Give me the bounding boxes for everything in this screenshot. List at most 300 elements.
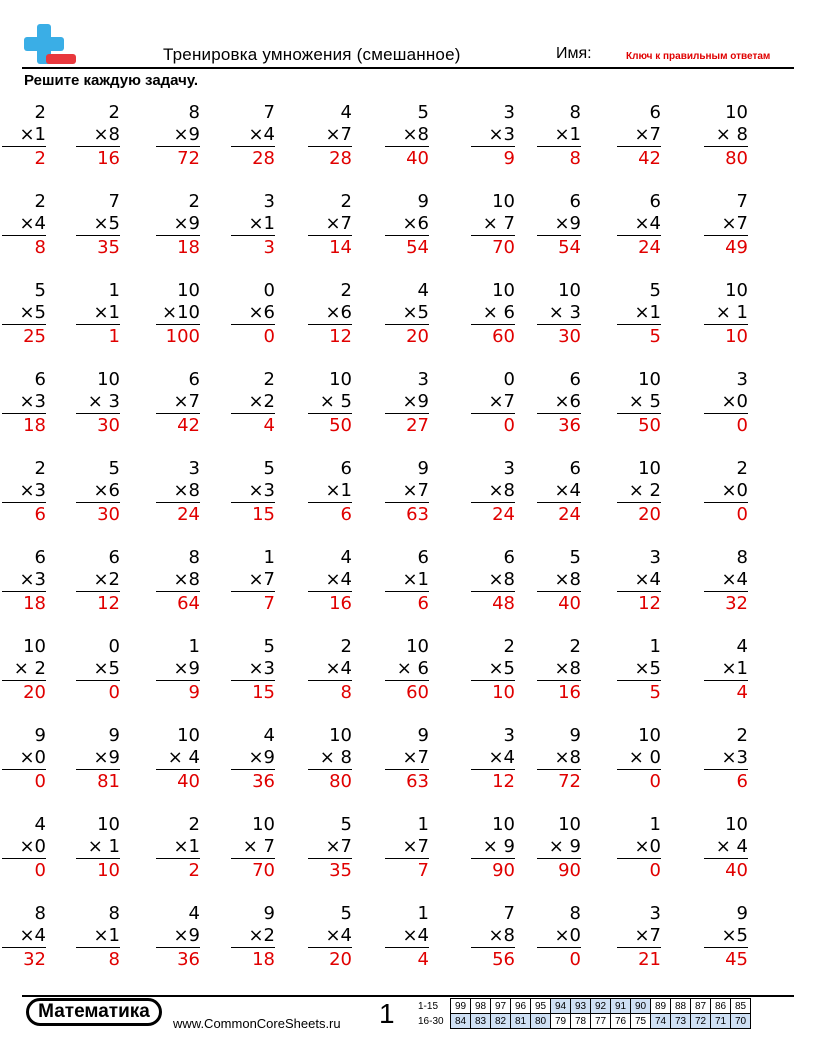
- problem-multiplier: × 4: [704, 836, 748, 859]
- problem-answer: 48: [492, 593, 515, 614]
- problem-multiplier: ×7: [704, 213, 748, 236]
- problem-answer: 27: [406, 415, 429, 436]
- problem: [76, 369, 120, 437]
- problem-multiplier: ×7: [308, 124, 352, 147]
- problem-multiplier: ×8: [471, 569, 515, 592]
- problem-multiplier: × 3: [76, 391, 120, 414]
- problem-answer: 30: [97, 415, 120, 436]
- problem-answer: 28: [252, 148, 275, 169]
- problem-multiplicand: 1: [649, 814, 661, 835]
- problem: [537, 725, 581, 793]
- problem-multiplicand: 10: [725, 102, 748, 123]
- problem-multiplicand: 2: [340, 191, 352, 212]
- problem-multiplier: ×8: [537, 569, 581, 592]
- problem-multiplier: ×5: [385, 302, 429, 325]
- problem-answer: 72: [558, 771, 581, 792]
- problem-multiplicand: 3: [503, 102, 515, 123]
- problem-multiplicand: 3: [503, 458, 515, 479]
- problem-answer: 14: [329, 237, 352, 258]
- problem: [537, 814, 581, 882]
- problem-multiplicand: 10: [329, 369, 352, 390]
- problem-multiplier: ×3: [2, 391, 46, 414]
- problem-multiplicand: 10: [558, 280, 581, 301]
- problem-multiplier: ×4: [537, 480, 581, 503]
- score-cell: 97: [491, 999, 511, 1014]
- problem-multiplier: ×5: [471, 658, 515, 681]
- problem-multiplicand: 4: [34, 814, 46, 835]
- problem-answer: 7: [263, 593, 275, 614]
- problem-multiplier: × 2: [617, 480, 661, 503]
- score-cell: 90: [631, 999, 651, 1014]
- problem-multiplier: ×1: [76, 302, 120, 325]
- problem-multiplier: ×1: [231, 213, 275, 236]
- problem-multiplicand: 2: [263, 369, 275, 390]
- problem: [385, 191, 429, 259]
- problem-multiplicand: 4: [417, 280, 429, 301]
- problem-multiplicand: 10: [23, 636, 46, 657]
- problem-multiplier: ×0: [2, 836, 46, 859]
- problem-multiplicand: 5: [263, 636, 275, 657]
- problem-multiplier: ×1: [308, 480, 352, 503]
- problem-multiplicand: 8: [569, 903, 581, 924]
- problem-multiplier: ×1: [76, 925, 120, 948]
- problem: [385, 636, 429, 704]
- score-row: [418, 1014, 751, 1029]
- problem: [471, 280, 515, 348]
- problem: [537, 191, 581, 259]
- problem-answer: 0: [503, 415, 515, 436]
- problem-multiplier: × 8: [308, 747, 352, 770]
- problem-answer: 7: [417, 860, 429, 881]
- problem-answer: 28: [329, 148, 352, 169]
- problem: [2, 814, 46, 882]
- problem: [704, 102, 748, 170]
- problem: [156, 369, 200, 437]
- problem-multiplier: ×8: [537, 747, 581, 770]
- problem-multiplier: ×4: [2, 925, 46, 948]
- problem-multiplicand: 3: [417, 369, 429, 390]
- problem-multiplier: × 8: [704, 124, 748, 147]
- problem-multiplicand: 4: [340, 102, 352, 123]
- problem-multiplier: ×4: [308, 925, 352, 948]
- problem-multiplicand: 4: [340, 547, 352, 568]
- score-cell: 95: [531, 999, 551, 1014]
- problem-multiplicand: 6: [503, 547, 515, 568]
- problem-answer: 10: [97, 860, 120, 881]
- problem: [385, 280, 429, 348]
- problem-multiplicand: 3: [649, 903, 661, 924]
- problem-multiplier: × 5: [617, 391, 661, 414]
- problem: [704, 903, 748, 971]
- problem-multiplicand: 8: [736, 547, 748, 568]
- problem-multiplicand: 2: [34, 191, 46, 212]
- problem-answer: 15: [252, 682, 275, 703]
- problem-multiplier: ×8: [156, 480, 200, 503]
- problem-multiplicand: 10: [97, 814, 120, 835]
- problem-answer: 30: [558, 326, 581, 347]
- problem-multiplier: ×7: [385, 480, 429, 503]
- problem-multiplier: ×9: [156, 925, 200, 948]
- answer-key-label: Ключ к правильным ответам: [626, 51, 771, 62]
- problem-answer: 36: [558, 415, 581, 436]
- problem-answer: 18: [177, 237, 200, 258]
- score-cell: 88: [671, 999, 691, 1014]
- problem-multiplier: ×3: [471, 124, 515, 147]
- problem-multiplicand: 0: [263, 280, 275, 301]
- problem: [231, 191, 275, 259]
- problem-multiplier: ×8: [471, 480, 515, 503]
- problem: [704, 636, 748, 704]
- problem-answer: 9: [503, 148, 515, 169]
- problem-answer: 80: [725, 148, 748, 169]
- score-cell: 81: [511, 1014, 531, 1029]
- problem-multiplier: ×1: [704, 658, 748, 681]
- problem-answer: 4: [736, 682, 748, 703]
- problem-answer: 30: [97, 504, 120, 525]
- problem: [308, 191, 352, 259]
- problem: [385, 547, 429, 615]
- problem-answer: 0: [263, 326, 275, 347]
- problem: [617, 458, 661, 526]
- problem-answer: 12: [329, 326, 352, 347]
- problem-answer: 81: [97, 771, 120, 792]
- problem-answer: 50: [329, 415, 352, 436]
- problem-multiplier: ×4: [231, 124, 275, 147]
- problem-answer: 18: [252, 949, 275, 970]
- problem: [308, 280, 352, 348]
- problem-answer: 8: [108, 949, 120, 970]
- problem-answer: 20: [638, 504, 661, 525]
- problem-multiplicand: 1: [108, 280, 120, 301]
- instructions: Решите каждую задачу.: [24, 72, 199, 89]
- problem-multiplicand: 6: [34, 547, 46, 568]
- problem-answer: 25: [23, 326, 46, 347]
- problem-multiplicand: 10: [492, 280, 515, 301]
- problem-multiplicand: 7: [108, 191, 120, 212]
- problem: [617, 280, 661, 348]
- problem-multiplier: × 2: [2, 658, 46, 681]
- problem: [156, 636, 200, 704]
- problem-answer: 0: [34, 860, 46, 881]
- problem-multiplicand: 7: [736, 191, 748, 212]
- problem-answer: 10: [725, 326, 748, 347]
- problem-multiplicand: 7: [263, 102, 275, 123]
- problem: [617, 903, 661, 971]
- problem-multiplicand: 10: [558, 814, 581, 835]
- problem: [617, 636, 661, 704]
- problem-multiplier: ×2: [76, 569, 120, 592]
- problem: [308, 636, 352, 704]
- problem: [537, 547, 581, 615]
- problem-answer: 24: [558, 504, 581, 525]
- score-cell: 98: [471, 999, 491, 1014]
- problem: [617, 725, 661, 793]
- problem-multiplier: ×9: [156, 124, 200, 147]
- problem-answer: 0: [34, 771, 46, 792]
- problem-multiplicand: 2: [736, 458, 748, 479]
- problem-multiplier: ×1: [537, 124, 581, 147]
- problem-answer: 35: [329, 860, 352, 881]
- problem-multiplier: ×8: [156, 569, 200, 592]
- problem-answer: 70: [252, 860, 275, 881]
- problem-multiplicand: 10: [252, 814, 275, 835]
- problem-multiplier: × 9: [471, 836, 515, 859]
- problem-answer: 32: [725, 593, 748, 614]
- problem: [617, 191, 661, 259]
- problem-multiplicand: 9: [736, 903, 748, 924]
- problem: [471, 814, 515, 882]
- problem: [231, 903, 275, 971]
- score-cell: 76: [611, 1014, 631, 1029]
- problem-multiplier: ×0: [537, 925, 581, 948]
- problem-multiplicand: 1: [649, 636, 661, 657]
- problem: [385, 369, 429, 437]
- problem-multiplier: ×3: [231, 658, 275, 681]
- problem-multiplier: ×4: [308, 658, 352, 681]
- problem-multiplier: ×9: [537, 213, 581, 236]
- problem-answer: 6: [417, 593, 429, 614]
- problem: [385, 903, 429, 971]
- problem: [231, 636, 275, 704]
- problem-answer: 6: [34, 504, 46, 525]
- problem: [537, 369, 581, 437]
- problem: [156, 547, 200, 615]
- problem-multiplicand: 3: [736, 369, 748, 390]
- problem-answer: 12: [97, 593, 120, 614]
- problem-multiplicand: 6: [34, 369, 46, 390]
- score-cell: 78: [571, 1014, 591, 1029]
- problem: [471, 725, 515, 793]
- problem-multiplier: ×1: [2, 124, 46, 147]
- problem-multiplicand: 2: [736, 725, 748, 746]
- problem: [2, 369, 46, 437]
- problem-answer: 40: [406, 148, 429, 169]
- problem-multiplicand: 2: [569, 636, 581, 657]
- problem-multiplier: × 7: [471, 213, 515, 236]
- problem-answer: 70: [492, 237, 515, 258]
- problem: [308, 547, 352, 615]
- problem-multiplier: ×8: [471, 925, 515, 948]
- problem-answer: 20: [329, 949, 352, 970]
- problem-multiplicand: 5: [108, 458, 120, 479]
- problem-answer: 4: [263, 415, 275, 436]
- problem-multiplier: ×9: [385, 391, 429, 414]
- problem: [156, 280, 200, 348]
- problem: [471, 458, 515, 526]
- problem-multiplicand: 9: [108, 725, 120, 746]
- problem: [704, 547, 748, 615]
- problem-multiplier: ×9: [76, 747, 120, 770]
- problem: [76, 903, 120, 971]
- problem-multiplier: ×9: [156, 658, 200, 681]
- problem: [76, 280, 120, 348]
- problem: [76, 725, 120, 793]
- problem-multiplicand: 6: [569, 369, 581, 390]
- problem-answer: 24: [638, 237, 661, 258]
- score-cell: 82: [491, 1014, 511, 1029]
- problem: [2, 280, 46, 348]
- problem: [2, 725, 46, 793]
- problem-answer: 10: [492, 682, 515, 703]
- problem-answer: 0: [736, 504, 748, 525]
- problem-multiplicand: 8: [108, 903, 120, 924]
- problem: [537, 458, 581, 526]
- problem-answer: 49: [725, 237, 748, 258]
- problem-multiplier: ×7: [385, 836, 429, 859]
- problem: [76, 191, 120, 259]
- problem-multiplier: ×6: [537, 391, 581, 414]
- problem: [231, 547, 275, 615]
- problem-multiplier: ×4: [2, 213, 46, 236]
- problem-answer: 60: [406, 682, 429, 703]
- problem-multiplier: × 5: [308, 391, 352, 414]
- problem: [385, 814, 429, 882]
- problem-answer: 24: [177, 504, 200, 525]
- problem-multiplier: ×5: [704, 925, 748, 948]
- page-number: 1: [379, 998, 395, 1029]
- problem: [156, 903, 200, 971]
- problem: [76, 102, 120, 170]
- problem-answer: 100: [165, 326, 200, 347]
- problem: [471, 102, 515, 170]
- problem-multiplier: ×7: [385, 747, 429, 770]
- problem-multiplicand: 0: [108, 636, 120, 657]
- problem-multiplier: ×4: [617, 213, 661, 236]
- problem-answer: 0: [649, 771, 661, 792]
- problem: [231, 725, 275, 793]
- problem-multiplier: ×7: [308, 213, 352, 236]
- problem: [2, 547, 46, 615]
- problem-multiplier: ×0: [617, 836, 661, 859]
- problem: [471, 191, 515, 259]
- score-cell: 87: [691, 999, 711, 1014]
- problem-multiplicand: 6: [569, 191, 581, 212]
- problem-multiplicand: 9: [34, 725, 46, 746]
- problem-multiplier: ×5: [2, 302, 46, 325]
- problem: [704, 725, 748, 793]
- problem-answer: 54: [558, 237, 581, 258]
- score-cell: 77: [591, 1014, 611, 1029]
- problem-multiplicand: 3: [503, 725, 515, 746]
- problem-answer: 80: [329, 771, 352, 792]
- problem-multiplier: ×0: [704, 391, 748, 414]
- problem-multiplicand: 2: [503, 636, 515, 657]
- problem-answer: 21: [638, 949, 661, 970]
- problem-multiplicand: 10: [329, 725, 352, 746]
- problem-answer: 1: [108, 326, 120, 347]
- score-table: [418, 998, 751, 1029]
- problem: [76, 458, 120, 526]
- score-cell: 86: [711, 999, 731, 1014]
- problem-multiplicand: 6: [417, 547, 429, 568]
- problem: [385, 458, 429, 526]
- problem-answer: 0: [108, 682, 120, 703]
- problem-multiplier: × 1: [704, 302, 748, 325]
- problem-answer: 45: [725, 949, 748, 970]
- problem-answer: 50: [638, 415, 661, 436]
- problem: [156, 191, 200, 259]
- problem-multiplicand: 9: [263, 903, 275, 924]
- problem-multiplicand: 10: [725, 814, 748, 835]
- problem-multiplier: ×7: [617, 925, 661, 948]
- score-cell: 74: [651, 1014, 671, 1029]
- problem: [617, 369, 661, 437]
- problem: [617, 102, 661, 170]
- problem: [704, 458, 748, 526]
- problem-answer: 36: [177, 949, 200, 970]
- problem-multiplier: ×5: [76, 658, 120, 681]
- footer-divider: [22, 995, 794, 997]
- problem-multiplier: ×7: [471, 391, 515, 414]
- problem-multiplicand: 8: [34, 903, 46, 924]
- score-cell: 80: [531, 1014, 551, 1029]
- score-cell: 84: [451, 1014, 471, 1029]
- problem-answer: 3: [263, 237, 275, 258]
- problem-answer: 2: [34, 148, 46, 169]
- problem: [308, 369, 352, 437]
- problem-answer: 18: [23, 593, 46, 614]
- problem-multiplier: ×5: [76, 213, 120, 236]
- problem-multiplicand: 8: [188, 102, 200, 123]
- problem-answer: 6: [736, 771, 748, 792]
- problem: [156, 102, 200, 170]
- score-cell: 85: [731, 999, 751, 1014]
- problem: [704, 369, 748, 437]
- problem-multiplier: ×1: [385, 569, 429, 592]
- problem-multiplier: ×10: [156, 302, 200, 325]
- problem-multiplicand: 3: [649, 547, 661, 568]
- problem-multiplier: × 0: [617, 747, 661, 770]
- problem: [471, 903, 515, 971]
- problem-answer: 32: [23, 949, 46, 970]
- problem-answer: 8: [34, 237, 46, 258]
- problem: [2, 191, 46, 259]
- problem-answer: 12: [492, 771, 515, 792]
- problem-multiplicand: 4: [736, 636, 748, 657]
- problem-multiplicand: 5: [649, 280, 661, 301]
- problem-multiplier: ×2: [231, 925, 275, 948]
- problem: [617, 547, 661, 615]
- problem-multiplier: ×9: [156, 213, 200, 236]
- problem-multiplicand: 9: [569, 725, 581, 746]
- score-cell: 73: [671, 1014, 691, 1029]
- problem: [156, 458, 200, 526]
- problem-multiplicand: 10: [725, 280, 748, 301]
- problem-answer: 63: [406, 504, 429, 525]
- problem: [704, 191, 748, 259]
- problem-multiplicand: 9: [417, 725, 429, 746]
- problem-multiplier: ×1: [617, 302, 661, 325]
- problem-multiplier: ×0: [2, 747, 46, 770]
- problem-multiplicand: 2: [188, 814, 200, 835]
- site-url: www.CommonCoreSheets.ru: [173, 1016, 341, 1031]
- score-cell: 96: [511, 999, 531, 1014]
- problem-multiplier: ×8: [385, 124, 429, 147]
- problem-multiplicand: 6: [108, 547, 120, 568]
- problem: [2, 903, 46, 971]
- problem-multiplier: ×4: [385, 925, 429, 948]
- problem-multiplicand: 6: [649, 191, 661, 212]
- problem-answer: 63: [406, 771, 429, 792]
- score-cell: 79: [551, 1014, 571, 1029]
- problem-multiplicand: 4: [188, 903, 200, 924]
- score-cell: 94: [551, 999, 571, 1014]
- problem: [537, 636, 581, 704]
- problem-answer: 36: [252, 771, 275, 792]
- problem-multiplicand: 8: [569, 102, 581, 123]
- score-cell: 83: [471, 1014, 491, 1029]
- problem-multiplier: ×6: [231, 302, 275, 325]
